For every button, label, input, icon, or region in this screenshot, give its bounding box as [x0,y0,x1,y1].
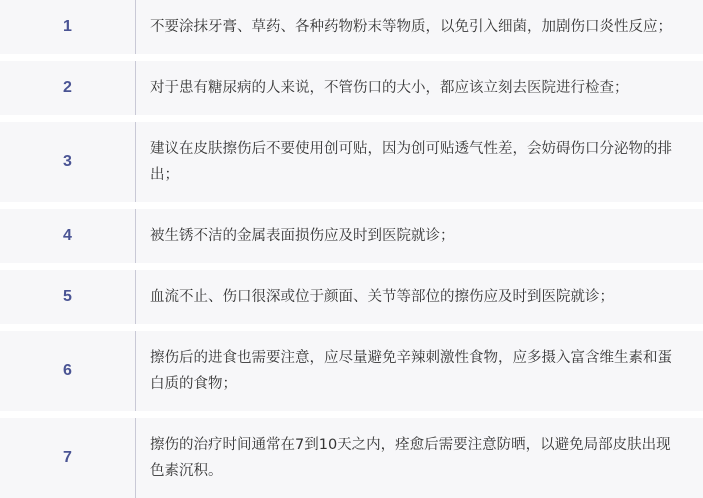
row-text: 建议在皮肤擦伤后不要使用创可贴，因为创可贴透气性差，会妨碍伤口分泌物的排出； [136,122,703,202]
table-row [0,418,703,498]
row-text: 血流不止、伤口很深或位于颜面、关节等部位的擦伤应及时到医院就诊； [136,270,703,324]
row-number: 3 [0,122,136,202]
row-number: 4 [0,209,136,263]
row-spacer [0,202,703,209]
row-text: 被生锈不洁的金属表面损伤应及时到医院就诊； [136,209,703,263]
row-spacer [0,411,703,418]
table-row [0,61,703,115]
row-number: 7 [0,418,136,498]
row-spacer [0,324,703,331]
row-spacer [0,263,703,270]
row-number: 1 [0,0,136,54]
row-spacer [0,54,703,61]
row-text: 擦伤后的进食也需要注意，应尽量避免辛辣刺激性食物，应多摄入富含维生素和蛋白质的食物； [136,331,703,411]
row-spacer [0,115,703,122]
row-text: 不要涂抹牙膏、草药、各种药物粉末等物质，以免引入细菌，加剧伤口炎性反应； [136,0,703,54]
table-row [0,270,703,324]
row-number: 5 [0,270,136,324]
table-row [0,331,703,411]
table-row [0,122,703,202]
row-number: 6 [0,331,136,411]
row-text: 擦伤的治疗时间通常在7到10天之内，痊愈后需要注意防晒，以避免局部皮肤出现色素沉积。 [136,418,703,498]
table-row [0,0,703,54]
row-number: 2 [0,61,136,115]
row-text: 对于患有糖尿病的人来说，不管伤口的大小，都应该立刻去医院进行检查； [136,61,703,115]
table-row [0,209,703,263]
